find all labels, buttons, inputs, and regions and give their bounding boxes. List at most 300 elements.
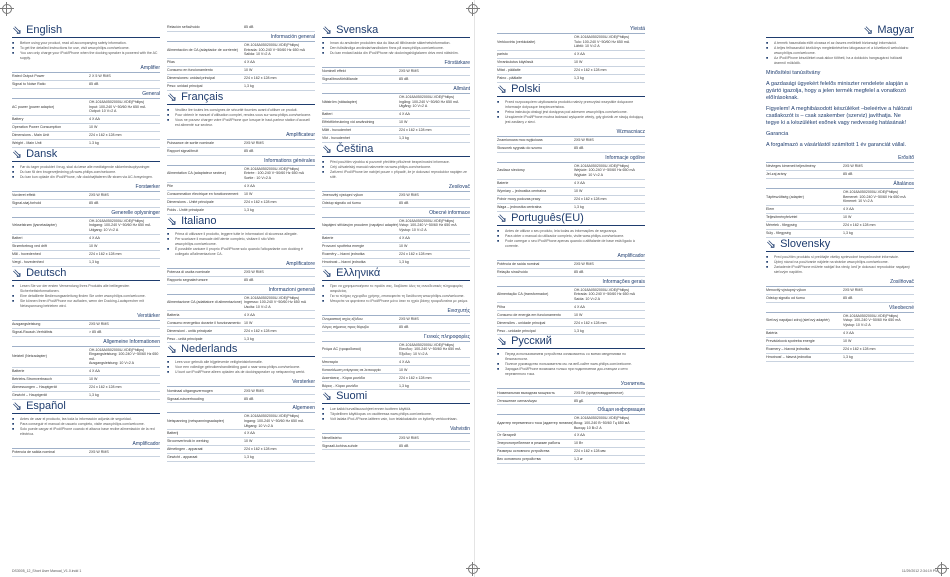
spec-value: 85 dB	[243, 277, 254, 282]
registration-mark-icon	[466, 2, 480, 16]
spec-value: 1.3 kg	[88, 140, 99, 145]
spec-value: 2X5 W RMS	[573, 137, 594, 142]
spec-row	[167, 199, 315, 207]
spec-label: Betriebs-Stromverbrauch	[12, 377, 52, 382]
spec-label: Ονομαστική ισχύς εξόδου	[322, 316, 363, 321]
spec-row	[497, 51, 645, 59]
spec-row	[322, 127, 470, 135]
spec-row	[12, 235, 160, 243]
spec-label: Dimensiones: unidad principal	[167, 75, 215, 80]
note-number-icon: ■	[766, 254, 769, 259]
spec-row	[167, 311, 315, 319]
spec-row	[167, 140, 315, 148]
spec-label: Энергопотребление в режиме работы	[497, 441, 561, 446]
spec-row	[167, 413, 315, 430]
spec-value: OH-1018A0502000U-VDE(Philips) Vstup: 100-240 V~50/60 Hz 650 mA Výstup: 10 V=2 A	[398, 218, 457, 232]
spec-value: 224 x 162 x 128 mm	[842, 346, 876, 351]
spec-value: 2X5 W RMS	[398, 435, 419, 440]
spec-label: Batteri	[322, 111, 333, 116]
note-text: Antes de usar el producto, lea toda la información adjunta de seguridad.	[20, 416, 132, 421]
section-header: Forstærker	[12, 182, 160, 192]
spec-label: Μπαταρία	[322, 359, 338, 364]
language-heading	[497, 335, 645, 349]
section-header: Informations générales	[167, 156, 315, 166]
spec-label: Effektförbrukning vid användning	[322, 119, 375, 124]
note-number-icon: ■	[167, 107, 170, 112]
spec-row	[12, 124, 160, 132]
section-header: Wzmacniacz	[497, 127, 645, 137]
language-title: Italiano	[181, 214, 217, 227]
note-number-icon: ■	[12, 41, 15, 45]
note-text: Täydellinen käyttöopas on osoitteessa www.philips.com/welcome.	[330, 412, 432, 417]
spec-value: 4 X AA	[243, 59, 255, 64]
spec-label: Pile	[167, 183, 173, 188]
arrow-icon: ⇘	[322, 141, 333, 156]
note-text: Úplný návod na používanie nájdete na stránke www.philips.com/welcome.	[774, 259, 889, 264]
registration-mark-icon	[466, 562, 480, 576]
spec-row	[766, 346, 914, 354]
note-number-icon: ■	[322, 51, 325, 55]
notes-list	[322, 41, 470, 56]
note-text: Du kan kun oplade din iPod/iPhone, når dockhøjttaleren får strøm via AC-forsyningen.	[20, 174, 153, 179]
spec-value: 85 dB	[88, 82, 99, 87]
arrow-icon: ⇘	[12, 398, 23, 413]
spec-value: 1,3 kg	[573, 75, 584, 80]
spec-value: OH-1018A0502000U-VDE(Philips) Ingång: 100-240 V~50/60 Hz 650 mA Utgång: 10 V=2 A	[398, 95, 459, 109]
spec-label: Provozní spotřeba energie	[322, 243, 365, 248]
spec-label: Teljesítményfelvétel	[766, 214, 798, 219]
spec-value: 224 x 162 x 128 mm	[88, 132, 122, 137]
spec-row	[497, 456, 645, 464]
spec-label: Weight - Main Unit	[12, 140, 42, 145]
section-header: Усилитель	[497, 379, 645, 389]
spec-label: Gewicht – Hauptgerät	[12, 393, 47, 398]
spec-value: 1,3 кг	[573, 457, 583, 462]
note-number-icon: ■	[766, 56, 769, 60]
notes-list	[497, 352, 645, 377]
spec-value: 4 X AA	[573, 304, 585, 309]
language-heading	[322, 24, 470, 38]
spec-label: Consumo en funcionamiento	[167, 67, 213, 72]
spec-value: 1,3 kg	[573, 204, 584, 209]
spec-row	[167, 191, 315, 199]
note-text: Voor een volledige gebruikershandleiding gaat u naar www.philips.com/welcome.	[175, 365, 301, 370]
spec-label: Pobór mocy podczas pracy	[497, 196, 541, 201]
spec-label: Zasilacz sieciowy	[497, 168, 525, 173]
spec-value: 85 dB	[573, 145, 584, 150]
spec-value: 4 X AA	[243, 431, 255, 436]
spec-value: 85 dB	[842, 172, 853, 177]
note-text: You can only charge your iPod/iPhone when the docking speaker is powered with the AC supply.	[20, 51, 158, 60]
spec-label: Relação sinal/ruído	[497, 269, 528, 274]
notes-list	[322, 160, 470, 180]
note-text: Voit ladata iPod-/iPhone-laitteen vain, kun telakkakaiutin on kytketty verkkovirtaan.	[330, 417, 458, 422]
body-paragraph: A gazdasági ügyekért felelős miniszter rendelete alapján a gyártó igazolja, hogy a jelen termék megfelel a vonatkozó előírásoknak.	[766, 81, 908, 101]
spec-label: Consumo de energia em funcionamento	[497, 312, 561, 317]
spec-value: 224 x 162 x 128 mm	[88, 251, 122, 256]
spec-value: 224 x 162 x 128 mm	[573, 320, 607, 325]
arrow-icon: ⇘	[167, 89, 178, 104]
spec-row	[322, 135, 470, 143]
spec-label: Potencia de salida nominal	[12, 450, 55, 455]
spec-label: Strømforbrug ved drift	[12, 243, 47, 248]
section-header: Información general	[167, 32, 315, 42]
spec-label: Dimensioni - unità principale	[167, 328, 213, 333]
arrow-icon: ⇘	[497, 81, 508, 96]
spec-value: 4 X AA	[398, 359, 410, 364]
body-paragraph: Minősítési tanúsítvány	[766, 70, 821, 76]
spec-label: Nätström (nätadapter)	[322, 99, 358, 104]
language-heading	[322, 143, 470, 157]
language-title: Suomi	[336, 390, 368, 403]
spec-row	[167, 395, 315, 403]
spec-value: 224 x 162 x 128 mm	[842, 222, 876, 227]
spec-label: Mål - hovedenhed	[12, 251, 41, 256]
spec-value: 4 X AA	[398, 235, 410, 240]
spec-row	[497, 269, 645, 277]
note-number-icon: ■	[322, 164, 325, 169]
spec-row	[167, 454, 315, 462]
spec-label: Afmetingen - apparaat	[167, 447, 203, 452]
section-header: Amplificador	[497, 251, 645, 261]
spec-value: OH-1018A0502000U-VDE(Philips) Entrada: 100-240 V~50/60 Hz 650 mA Salida: 10 V=2 A	[243, 43, 305, 57]
spec-row	[497, 287, 645, 304]
section-header: Amplificador	[12, 439, 160, 449]
note-number-icon: ■	[167, 360, 170, 365]
spec-label: Pilha	[497, 304, 505, 309]
spec-row	[322, 366, 470, 374]
section-header: Общая информация	[497, 405, 645, 415]
spec-row	[12, 192, 160, 200]
spec-row	[12, 116, 160, 124]
spec-row	[497, 59, 645, 67]
note-number-icon: ■	[12, 174, 15, 179]
spec-row	[167, 75, 315, 83]
spec-label: Tápfeszültség (adapter)	[766, 194, 804, 199]
spec-value: 10 W	[398, 243, 408, 248]
spec-label: Signal-Rausch-Verhältnis	[12, 329, 53, 334]
spec-row	[766, 206, 914, 214]
section-header: Yleistä	[497, 24, 645, 34]
spec-label: Ρεύμα AC (τροφοδοτικό)	[322, 347, 362, 352]
spec-value: 2X5 W RMS	[398, 192, 419, 197]
spec-row	[12, 392, 160, 400]
spec-row	[497, 440, 645, 448]
spec-value: 1,3 kg	[398, 259, 409, 264]
spec-row	[167, 166, 315, 183]
spec-row	[322, 251, 470, 259]
section-header: Allgemeine Informationen	[12, 337, 160, 347]
notes-list	[766, 255, 914, 275]
spec-value: 4 X AA	[88, 369, 100, 374]
spec-row	[497, 196, 645, 204]
note-item	[322, 284, 470, 294]
spec-value: 10 W	[842, 338, 852, 343]
note-text: È possibile caricare il proprio iPod/iPhone solo quando l'altoparlante con docking è collegato all'alimentazione CA.	[175, 246, 303, 256]
spec-row	[497, 180, 645, 188]
spec-row	[322, 200, 470, 208]
note-number-icon: ■	[322, 283, 325, 288]
spec-label: Stosunek sygnału do szumu	[497, 145, 542, 150]
spec-row	[497, 188, 645, 196]
note-number-icon: ■	[12, 293, 15, 298]
spec-label: Napájení střídavým proudem (napájecí adaptér)	[322, 223, 399, 228]
spec-row	[497, 415, 645, 432]
note-number-icon: ■	[497, 99, 500, 104]
spec-row	[12, 251, 160, 259]
spec-row	[322, 119, 470, 127]
spec-value: OH-1018A0502000U-VDE(Philips) Ingang: 100-240 V~50/60 Hz 650 mA Uitgang: 10 V=2 A	[243, 414, 304, 428]
section-header: Amplifier	[12, 63, 160, 73]
spec-value: 4 X AA	[573, 433, 585, 438]
section-header: Allmänt	[322, 84, 470, 94]
spec-row	[167, 387, 315, 395]
spec-value: 1,3 kg	[243, 83, 254, 88]
registration-mark-icon	[935, 562, 949, 576]
spec-value: > 85 dB	[88, 329, 102, 334]
note-item	[766, 56, 914, 66]
spec-value: 4 X AA	[842, 330, 854, 335]
spec-value: 10 W	[243, 67, 253, 72]
note-number-icon: ■	[322, 298, 325, 303]
spec-value: 2X5 W RMS	[398, 316, 419, 321]
arrow-icon: ⇘	[766, 236, 777, 251]
spec-value: 4 X AA	[573, 51, 585, 56]
spec-label: Jmenovitý výstupní výkon	[322, 192, 363, 197]
spec-value: 10 W	[88, 243, 98, 248]
note-text: Před použitím výrobku si pozorně přečtěte přiložené bezpečnostní informace.	[330, 159, 450, 164]
note-text: Solo puede cargar el iPod/iPhone cuando el altavoz base recibe alimentación de la red eléctrica.	[20, 426, 155, 436]
spec-row	[766, 330, 914, 338]
spec-row	[322, 68, 470, 76]
spec-label: Signal-støj-forhold	[12, 200, 42, 205]
spec-row	[167, 24, 315, 32]
spec-row	[497, 319, 645, 327]
spec-value: OH-1018A0502000U-VDE(Philips) Ingresso: 100-240 V~50/60 Hz 650 mA Uscita: 10 V=2 A	[243, 295, 307, 309]
spec-label: Signal to Noise Ratio	[12, 82, 46, 87]
spec-label: Paino - päälaite	[497, 75, 522, 80]
spec-row	[12, 140, 160, 148]
language-title: Русский	[511, 335, 552, 348]
spec-value: 85 dB	[243, 25, 254, 30]
spec-label: Stroomverbruik in werking	[167, 439, 209, 444]
spec-value: 224 x 162 x 128 mm	[88, 385, 122, 390]
spec-value: 1,3 kg	[398, 135, 409, 140]
spec-value: 85 dB	[243, 396, 254, 401]
spec-label: Размеры основного устройства	[497, 449, 550, 454]
language-title: Ελληνικά	[336, 266, 381, 279]
spec-label: Vurderet effekt	[12, 192, 36, 197]
spec-label: Адаптер переменного тока (адаптер питания)	[497, 420, 574, 425]
note-text: To get the detailed instructions for use, visit www.philips.com/welcome.	[20, 46, 130, 50]
spec-value: 224 x 162 x 128 mm	[573, 67, 607, 72]
spec-value: 85 dB	[398, 77, 409, 82]
spec-value: 1,3 kg	[88, 393, 99, 398]
spec-row	[322, 243, 470, 251]
spec-label: Alimentation CA (adaptateur secteur)	[167, 171, 226, 176]
note-number-icon: ■	[497, 362, 500, 367]
spec-row	[497, 397, 645, 405]
spec-row	[497, 137, 645, 145]
spec-row	[766, 287, 914, 295]
spec-value: 85 dB	[573, 269, 584, 274]
spec-row	[497, 261, 645, 269]
language-title: Dansk	[26, 147, 58, 160]
spec-value: 85 dB	[842, 295, 853, 300]
spec-label: Διαστάσεις - Κύρια μονάδα	[322, 375, 365, 380]
language-heading	[497, 212, 645, 226]
note-number-icon: ■	[766, 41, 769, 45]
spec-value: 2X5 Вт (среднеквадратичное)	[573, 390, 624, 395]
arrow-icon: ⇘	[167, 342, 178, 357]
spec-row	[322, 382, 470, 390]
spec-value: 1,3 kg	[398, 383, 409, 388]
spec-label: Baterie	[497, 180, 509, 185]
spec-value: 4 X AA	[573, 180, 585, 185]
section-header: Informazioni generali	[167, 285, 315, 295]
spec-row	[322, 218, 470, 235]
note-item	[167, 247, 315, 257]
note-text: Antes de utilizar o seu produto, leia todas as informações de segurança.	[505, 228, 618, 233]
note-item	[497, 367, 645, 377]
notes-list	[167, 108, 315, 128]
notes-list	[497, 229, 645, 249]
section-header: Ενισχυτής	[322, 306, 470, 316]
notes-list	[12, 165, 160, 180]
language-title: Svenska	[336, 24, 379, 36]
spec-value: 10 W	[88, 377, 98, 382]
note-number-icon: ■	[12, 169, 15, 174]
spec-row	[167, 83, 315, 91]
spec-row	[12, 99, 160, 116]
arrow-icon: ⇘	[12, 23, 23, 37]
spec-value: OH-1018A0502000U-VDE(Philips) Eingangsleistung: 100-240 V~50/60 Hz 650 mA Ausgangsleistung: 10 V=2 A	[88, 347, 159, 366]
spec-row	[497, 145, 645, 153]
spec-value: 1,3 kg	[842, 354, 853, 359]
spec-row	[12, 321, 160, 329]
spec-row	[497, 67, 645, 75]
spec-value: 2X5 W RMS	[243, 269, 264, 274]
note-item	[12, 51, 160, 61]
spec-label: Batéria	[766, 330, 778, 335]
spec-value: 10 W	[573, 59, 583, 64]
notes-list	[167, 360, 315, 375]
spec-label: Nominell effekt	[322, 69, 346, 74]
spec-label: Jel-zaj arány	[766, 172, 787, 177]
note-text: Lesen Sie vor der ersten Verwendung Ihres Produkts alle beiliegenden Sicherheitsinformationen.	[20, 283, 130, 293]
spec-value: 2X5 W RMS	[88, 192, 109, 197]
spec-value: 2X5 W RMS	[842, 287, 863, 292]
spec-row	[322, 316, 470, 324]
spec-label: Mått - huvudenhet	[322, 127, 351, 132]
spec-row	[497, 432, 645, 440]
spec-row	[12, 259, 160, 267]
language-title: Deutsch	[26, 266, 67, 279]
spec-value: 1,3 kg	[88, 259, 99, 264]
spec-row	[12, 368, 160, 376]
spec-value: 4 X AA	[243, 183, 255, 188]
note-text: Per scaricare il manuale dell'utente completo, visitare il sito Web www.philips.com/welcome.	[175, 236, 275, 246]
spec-value: 4 X AA	[88, 116, 100, 121]
section-header: Γενικές πληροφορίες	[322, 332, 470, 342]
note-text: Den fullständiga användarhandboken finns på www.philips.com/welcome.	[330, 46, 444, 50]
language-heading	[12, 267, 160, 281]
note-text: Eine detaillierte Bedienungsanleitung finden Sie unter www.philips.com/welcome.	[20, 293, 146, 298]
note-text: Du kan få den brugervejledning på www.philips.com/welcome.	[20, 169, 117, 174]
spec-label: Névleges kimeneti teljesítmény	[766, 164, 816, 169]
spec-label: Rapport signal/bruit	[167, 148, 199, 153]
right-column-1	[497, 24, 645, 464]
spec-row	[12, 218, 160, 235]
spec-label: Peso: unidad principal	[167, 83, 203, 88]
spec-label: Netzteil (Netzadapter)	[12, 354, 47, 359]
spec-label: Alimentazione CA (adattatore di alimentazione)	[167, 300, 242, 305]
note-item	[766, 46, 914, 56]
spec-value: 85 дБ	[573, 398, 584, 403]
note-number-icon: ■	[322, 41, 325, 45]
spec-row	[497, 311, 645, 319]
spec-row	[12, 81, 160, 89]
note-item	[12, 284, 160, 294]
spec-row	[167, 446, 315, 454]
note-text: Vous ne pouvez charger votre iPod/iPhone que lorsque le haut-parleur station d'accueil est alimenté sur secteur.	[175, 117, 310, 127]
body-paragraph: A forgalmazó a vásárlástól számított 1 év garanciát vállal.	[766, 142, 907, 148]
spec-value: 10 W	[573, 188, 583, 193]
note-text: Zařízení iPod/iPhone lze nabíjet pouze v případě, že je dokovací reproduktor napájen ze sítě.	[330, 169, 467, 179]
spec-value: 85 dB	[398, 200, 409, 205]
section-header: Förstärkare	[322, 58, 470, 68]
spec-label: Dimensions - Main Unit	[12, 132, 50, 137]
language-heading	[12, 24, 160, 38]
note-text: Before using your product, read all accompanying safety information.	[20, 41, 127, 45]
spec-label: Puissance de sortie nominale	[167, 140, 214, 145]
note-number-icon: ■	[766, 46, 769, 50]
spec-row	[167, 319, 315, 327]
spec-row	[497, 448, 645, 456]
spec-value: 10 W	[243, 439, 253, 444]
spec-label: Ausgangsleistung	[12, 321, 41, 326]
spec-value: 2X5 W RMS	[88, 321, 109, 326]
spec-value: OH-1018A0502000U-VDE(Philips) Είσοδος: 100-240 V~50/60 Hz 650 mA Έξοδος: 10 V=2 A	[398, 342, 461, 356]
spec-row	[12, 329, 160, 337]
spec-row	[322, 235, 470, 243]
language-heading	[766, 238, 914, 252]
left-column-2	[167, 24, 315, 462]
spec-value: 85 dB	[398, 443, 409, 448]
spec-row	[167, 277, 315, 285]
spec-label: Signaali-kohina-suhde	[322, 443, 358, 448]
note-number-icon: ■	[322, 407, 325, 412]
spec-row	[322, 342, 470, 359]
spec-row	[167, 59, 315, 67]
spec-label: Rozměry – hlavní jednotka	[322, 251, 365, 256]
section-header: General	[12, 89, 160, 99]
language-title: Polski	[511, 82, 541, 95]
spec-row	[766, 230, 914, 238]
spec-value: 224 x 162 x 128 mm	[243, 447, 277, 452]
section-header: Generelle oplysninger	[12, 208, 160, 218]
spec-label: Elem	[766, 206, 775, 211]
footer-timestamp: 11/29/2012 2:34:19 PM	[901, 569, 938, 573]
note-number-icon: ■	[497, 114, 500, 119]
spec-value: 1,3 kg	[243, 207, 254, 212]
spec-value: 10 W	[398, 367, 408, 372]
language-heading	[322, 390, 470, 404]
spec-label: Abmessungen – Hauptgerät	[12, 385, 57, 390]
spec-value: 224 x 162 x 128 мм	[573, 449, 606, 454]
notes-list	[497, 100, 645, 125]
section-header: Vahvistin	[322, 424, 470, 434]
